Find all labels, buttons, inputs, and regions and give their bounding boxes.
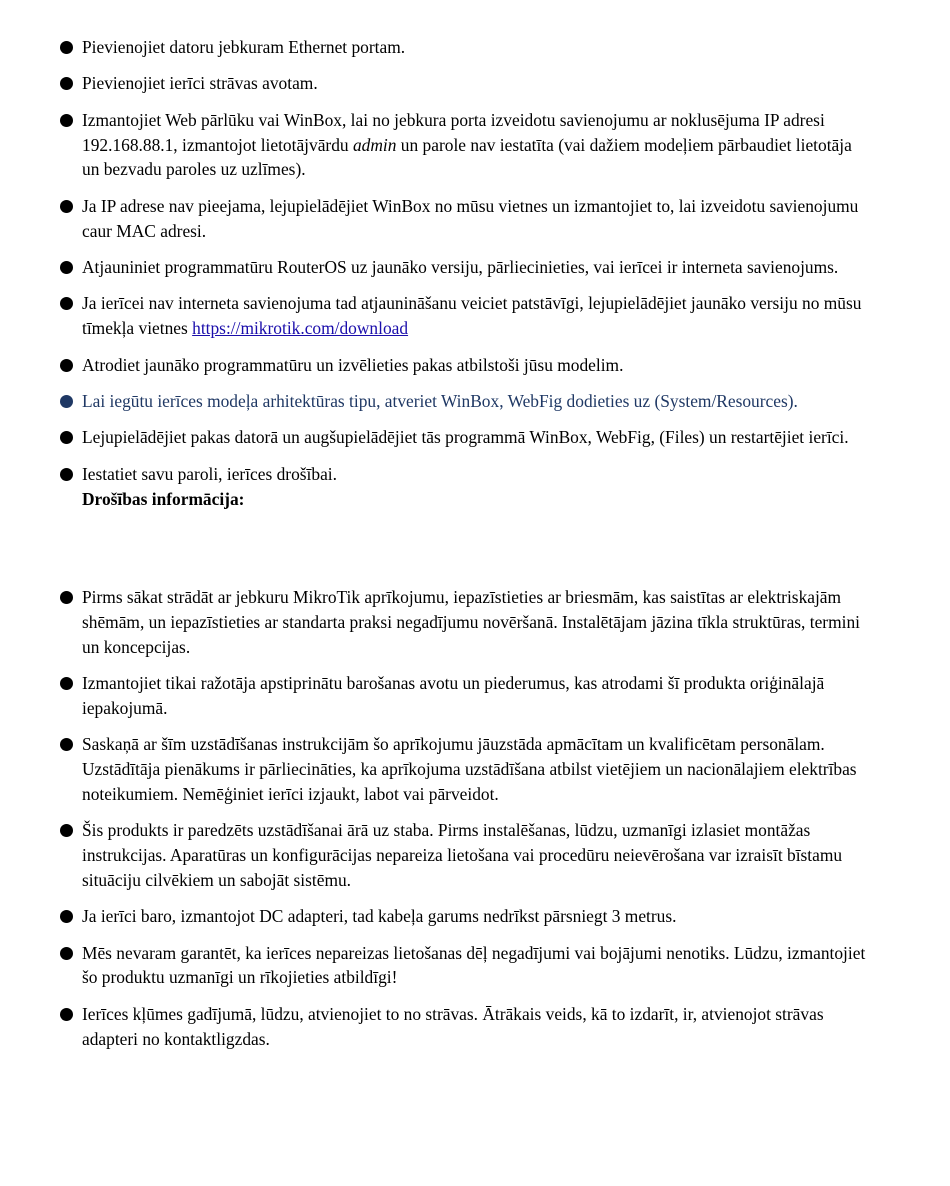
safety-list bbox=[60, 585, 870, 1063]
list-item-text: Ja ierīci baro, izmantojot DC adapteri, tad kabeļa garums nedrīkst pārsniegt 3 metrus. bbox=[82, 906, 677, 927]
list-item-text-end: un parole nav iestatīta (vai dažiem modeļiem pārbaudiet lietotāja un bezvadu paroles uz uzlīmes). bbox=[82, 134, 852, 180]
list-item bbox=[60, 194, 870, 244]
list-item-text: Iestatiet savu paroli, ierīces drošībai. bbox=[82, 463, 337, 484]
bullet-icon bbox=[60, 395, 73, 408]
list-item-text: Ja ierīcei nav interneta savienojuma tad atjaunināšanu veiciet patstāvīgi, lejupielādējiet jaunāko versiju no mūsu tīmekļa vietnes bbox=[82, 293, 862, 339]
bullet-icon bbox=[60, 41, 73, 54]
bullet-icon bbox=[60, 200, 73, 213]
list-item-text: Atjauniniet programmatūru RouterOS uz jaunāko versiju, pārliecinieties, vai ierīcei ir interneta savienojums. bbox=[82, 256, 839, 277]
list-item bbox=[60, 425, 870, 450]
list-item bbox=[60, 1002, 870, 1052]
list-item bbox=[60, 255, 870, 280]
setup-steps-list bbox=[60, 35, 870, 523]
list-item-text: Atrodiet jaunāko programmatūru un izvēlieties pakas atbilstoši jūsu modelim. bbox=[82, 354, 624, 375]
bullet-icon bbox=[60, 677, 73, 690]
list-item-text: Pievienojiet ierīci strāvas avotam. bbox=[82, 73, 318, 94]
bullet-icon bbox=[60, 591, 73, 604]
list-item-text: Ja IP adrese nav pieejama, lejupielādējiet WinBox no mūsu vietnes un izmantojiet to, lai izveidotu savienojumu caur MAC adresi. bbox=[82, 195, 859, 241]
list-item bbox=[60, 35, 870, 60]
bullet-icon bbox=[60, 77, 73, 90]
bullet-icon bbox=[60, 1008, 73, 1021]
list-item-text: Šis produkts ir paredzēts uzstādīšanai ārā uz staba. Pirms instalēšanas, lūdzu, uzmanīgi izlasiet montāžas instrukcijas. Aparatūras un konfigurācijas nepareiza lietošana vai procedūru neievērošana var izraisīt bīstamu situāciju cilvēkiem un sabojāt sistēmu. bbox=[82, 820, 843, 890]
bullet-icon bbox=[60, 114, 73, 127]
bullet-icon bbox=[60, 824, 73, 837]
list-item bbox=[60, 941, 870, 991]
list-item bbox=[60, 904, 870, 929]
list-item bbox=[60, 818, 870, 892]
list-item-text: Saskaņā ar šīm uzstādīšanas instrukcijām šo aprīkojumu jāuzstāda apmācītam un kvalificētam personālam. Uzstādītāja pienākums ir pārliecināties, ka aprīkojuma uzstādīšana atbilst vietējiem un nacionālajiem elektrības noteikumiem. Nemēģiniet ierīci izjaukt, labot vai pārveidot. bbox=[82, 734, 857, 804]
list-item-text: Pirms sākat strādāt ar jebkuru MikroTik aprīkojumu, iepazīstieties ar briesmām, kas saistītas ar elektriskajām shēmām, un iepazīstieties ar standarta praksi negadījumu novēršanā. Instalētājam jāzina tīkla struktūras, termini un koncepcijas. bbox=[82, 587, 860, 657]
username-emphasis: admin bbox=[352, 134, 397, 155]
list-item-text-start: Izmantojiet Web pārlūku vai WinBox, lai no jebkura porta izveidotu savienojumu ar noklusējuma IP adresi 192.168.88.1, izmantojot lietotājvārdu bbox=[82, 109, 825, 155]
bullet-icon bbox=[60, 431, 73, 444]
list-item bbox=[60, 71, 870, 96]
download-link[interactable]: https://mikrotik.com/download bbox=[192, 318, 409, 339]
bullet-icon bbox=[60, 947, 73, 960]
bullet-icon bbox=[60, 468, 73, 481]
list-item-highlighted bbox=[60, 389, 870, 414]
list-item bbox=[60, 462, 870, 512]
list-item bbox=[60, 291, 870, 341]
list-item bbox=[60, 353, 870, 378]
list-item bbox=[60, 671, 870, 721]
bullet-icon bbox=[60, 261, 73, 274]
list-item-text: Ierīces kļūmes gadījumā, lūdzu, atvienojiet to no strāvas. Ātrākais veids, kā to izdarīt, ir, atvienojot strāvas adapteri no kontaktligzdas. bbox=[82, 1003, 824, 1049]
safety-heading: Drošības informācija: bbox=[82, 488, 245, 509]
list-item-text: Lejupielādējiet pakas datorā un augšupielādējiet tās programmā WinBox, WebFig, (Files) un restartējiet ierīci. bbox=[82, 427, 849, 448]
list-item bbox=[60, 585, 870, 659]
list-item bbox=[60, 108, 870, 182]
list-item-text: Lai iegūtu ierīces modeļa arhitektūras tipu, atveriet WinBox, WebFig dodieties uz (System/Resources). bbox=[82, 390, 798, 411]
list-item-text: Pievienojiet datoru jebkuram Ethernet portam. bbox=[82, 37, 406, 57]
bullet-icon bbox=[60, 738, 73, 751]
list-item bbox=[60, 732, 870, 806]
list-item-text: Izmantojiet tikai ražotāja apstiprinātu barošanas avotu un piederumus, kas atrodami šī produkta oriģinālajā iepakojumā. bbox=[82, 672, 825, 718]
bullet-icon bbox=[60, 910, 73, 923]
bullet-icon bbox=[60, 297, 73, 310]
list-item-text: Mēs nevaram garantēt, ka ierīces nepareizas lietošanas dēļ negadījumi vai bojājumi nenotiks. Lūdzu, izmantojiet šo produktu uzmanīgi un rīkojieties atbildīgi! bbox=[82, 942, 866, 988]
bullet-icon bbox=[60, 359, 73, 372]
